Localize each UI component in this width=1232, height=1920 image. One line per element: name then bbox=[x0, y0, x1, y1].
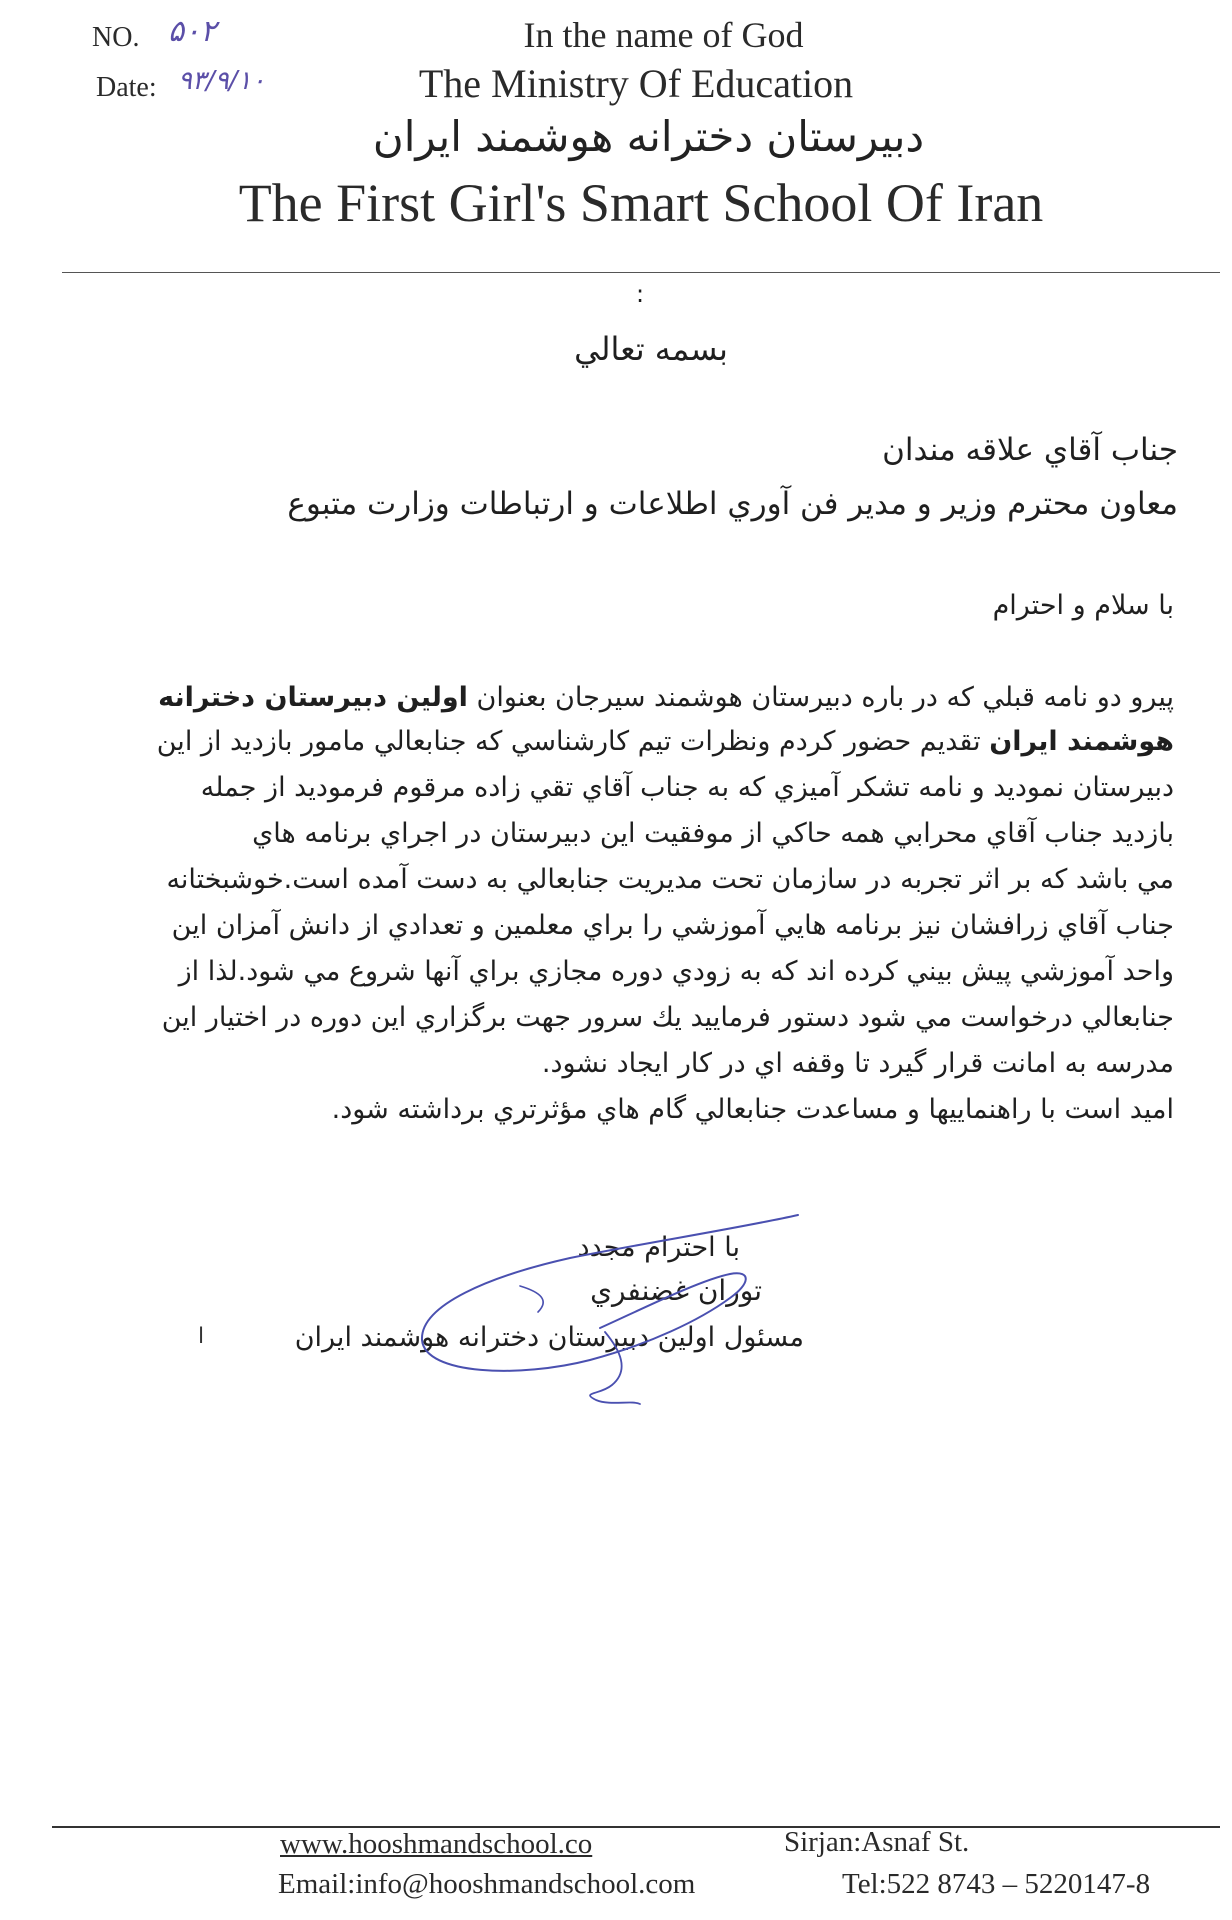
school-name-persian: دبیرستان دخترانه هوشمند ایران bbox=[372, 112, 925, 161]
signer-title: مسئول اولين دبيرستان دخترانه هوشمند ايران bbox=[294, 1322, 804, 1353]
header-divider bbox=[62, 272, 1220, 273]
body-line-6: جناب آقاي زرافشان نيز برنامه هايي آموزشي را براي معلمين و تعدادي از دانش آمزان اين bbox=[171, 910, 1174, 941]
body-line-7: واحد آموزشي پيش بيني كرده اند كه به زودي دوره مجازي براي آنها شروع مي شود.لذا از bbox=[178, 956, 1174, 987]
body-line-2 bbox=[157, 726, 1174, 757]
invocation-line: In the name of God bbox=[523, 15, 804, 55]
recipient-name: جناب آقاي علاقه مندان bbox=[882, 432, 1178, 468]
bismillah: بسمه تعالي bbox=[574, 330, 728, 368]
letter-date-value: ۹۳/۹/۱۰ bbox=[178, 66, 266, 96]
body-line-3: دبيرستان نموديد و نامه تشكر آميزي كه به جناب آقاي تقي زاده مرقوم فرموديد از جمله bbox=[200, 772, 1174, 803]
greeting: با سلام و احترام bbox=[992, 590, 1174, 621]
telephone: Tel:522 8743 – 5220147-8 bbox=[842, 1868, 1151, 1900]
letter-number-label: NO. bbox=[92, 22, 140, 53]
letter-date-label: Date: bbox=[96, 72, 157, 103]
body-line-8: جنابعالي درخواست مي شود دستور فرماييد يك سرور جهت برگزاري اين دوره در اختيار اين bbox=[161, 1002, 1174, 1033]
address: Sirjan:Asnaf St. bbox=[784, 1826, 970, 1858]
signer-name: توران غضنفري bbox=[590, 1274, 762, 1307]
body-line-1 bbox=[158, 682, 1174, 713]
body-line-9: مدرسه به امانت قرار گيرد تا وقفه اي در كار ايجاد نشود. bbox=[541, 1048, 1174, 1079]
letter-number-value: ۵۰۲ bbox=[168, 14, 217, 49]
body-line-10: اميد است با راهنماييها و مساعدت جنابعالي گام هاي مؤثرتري برداشته شود. bbox=[331, 1094, 1174, 1125]
closing: با احترام مجدد bbox=[577, 1232, 740, 1263]
body-text: پيرو دو نامه قبلي كه در باره دبيرستان هوشمند سيرجان بعنوان bbox=[467, 682, 1174, 713]
footer-divider bbox=[52, 1826, 1220, 1828]
ministry-line: The Ministry Of Education bbox=[418, 61, 854, 106]
body-text: تقديم حضور كردم ونظرات تيم كارشناسي كه جنابعالي مامور بازديد از اين bbox=[156, 726, 990, 757]
colon-mark: : bbox=[636, 280, 645, 308]
handwritten-signature bbox=[400, 1200, 820, 1410]
website-link[interactable]: www.hooshmandschool.co bbox=[280, 1828, 593, 1860]
stamp-mark: ا bbox=[198, 1324, 205, 1349]
email[interactable]: Email:info@hooshmandschool.com bbox=[278, 1868, 696, 1900]
body-line-4: بازديد جناب آقاي محرابي همه حاكي از موفقيت اين دبيرستان در اجراي برنامه هاي bbox=[252, 818, 1174, 849]
recipient-title: معاون محترم وزير و مدير فن آوري اطلاعات و ارتباطات وزارت متبوع bbox=[287, 486, 1178, 522]
body-text-bold: اولين دبيرستان دخترانه bbox=[158, 682, 468, 713]
school-name-english: The First Girl's Smart School Of Iran bbox=[238, 173, 1044, 233]
body-line-5: مي باشد كه بر اثر تجربه در سازمان تحت مديريت جنابعالي به دست آمده است.خوشبختانه bbox=[166, 864, 1174, 895]
body-text-bold: هوشمند ايران bbox=[989, 726, 1174, 757]
